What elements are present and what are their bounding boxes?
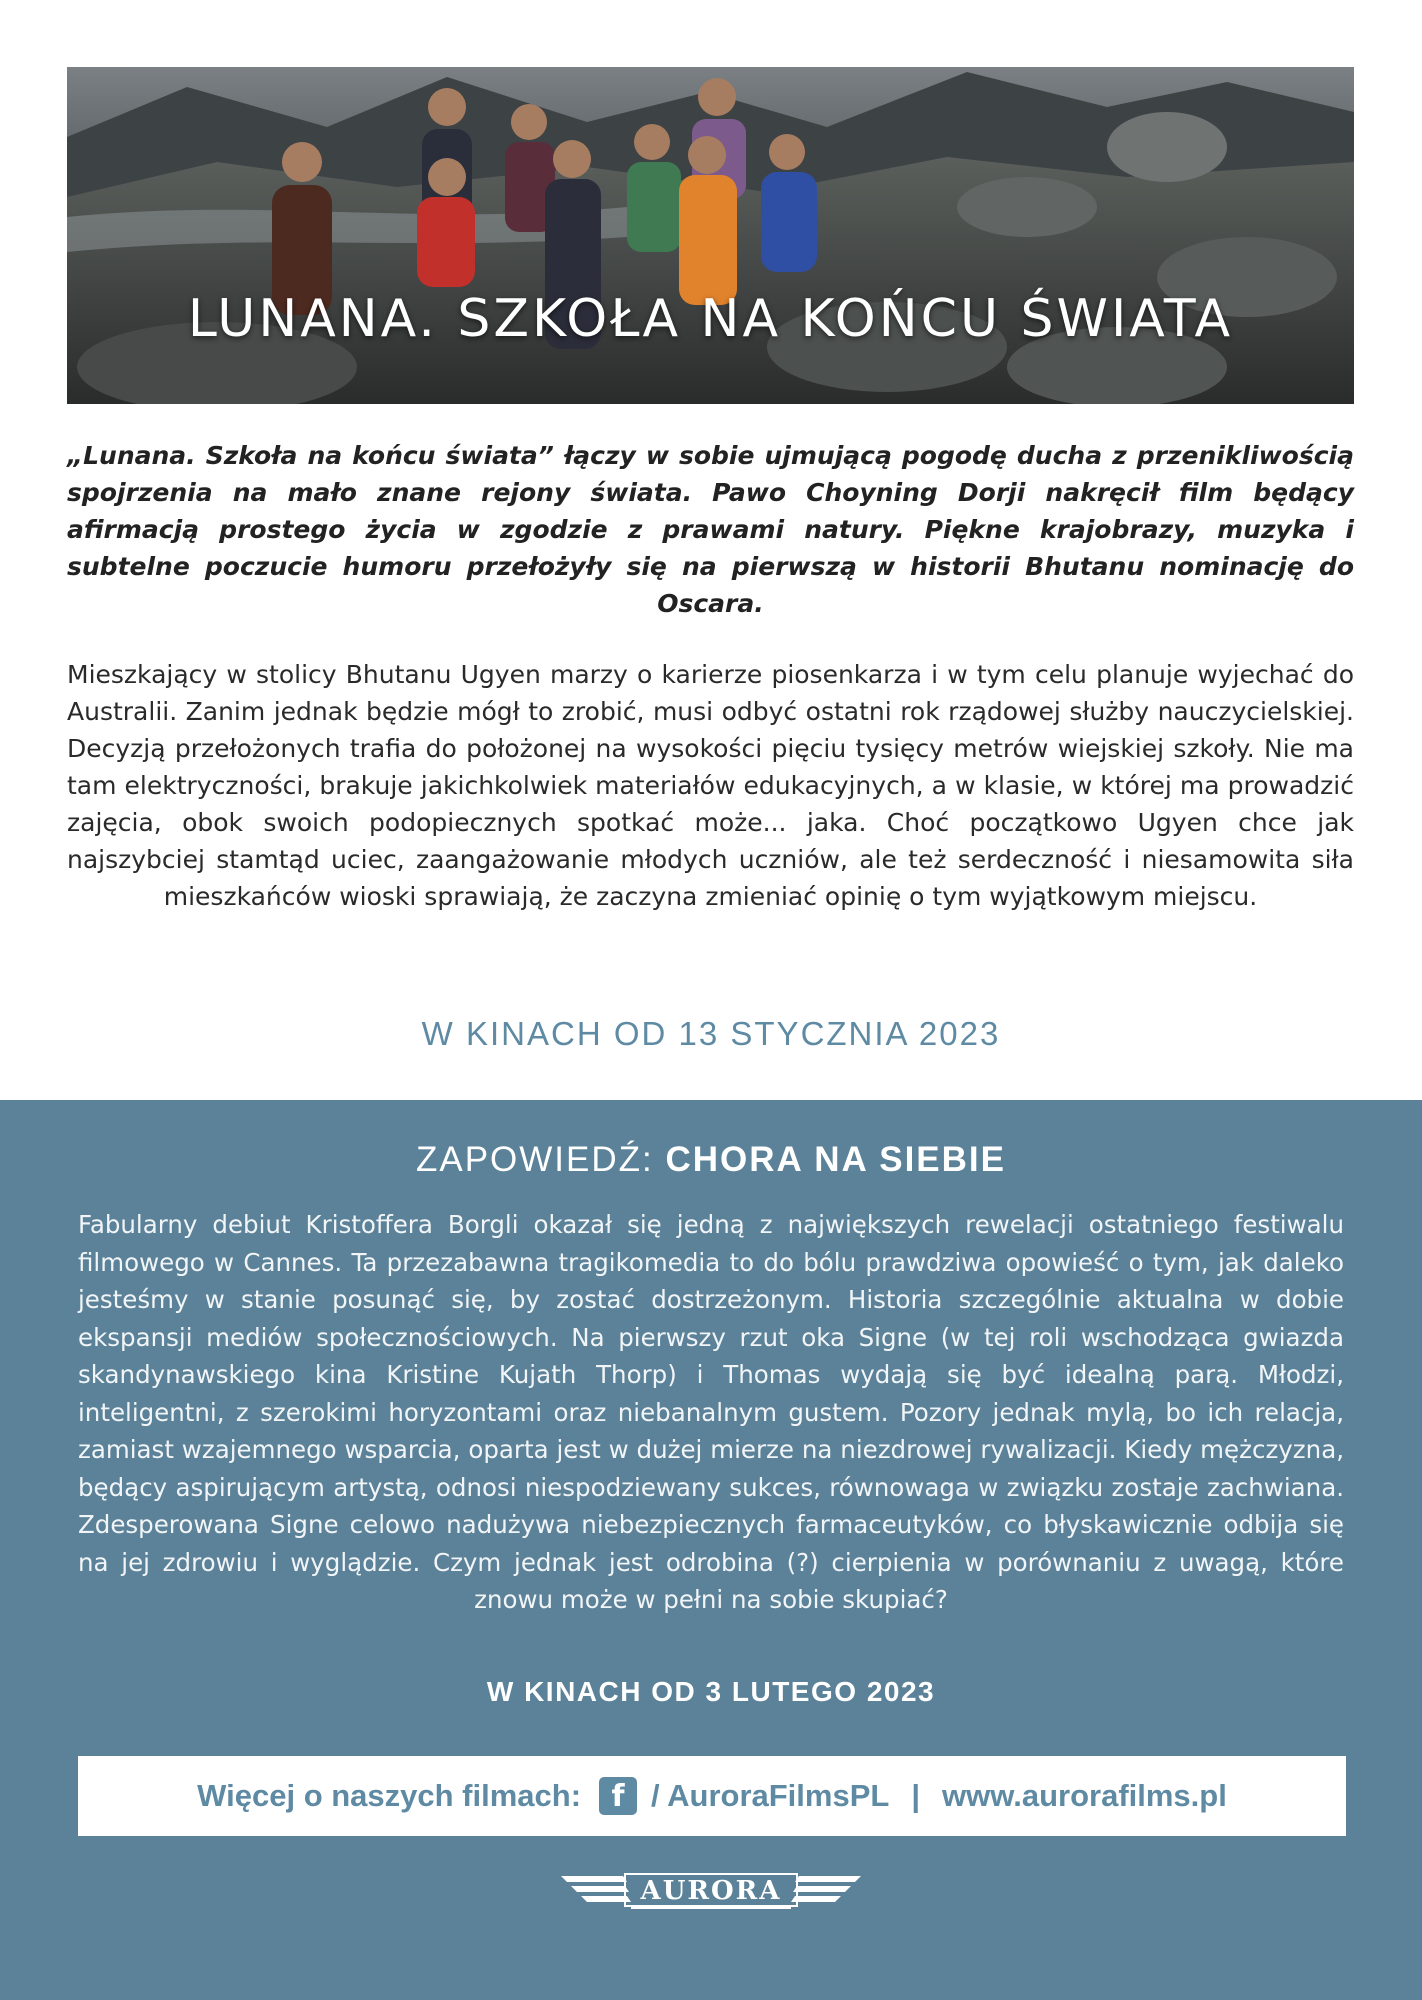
preview-release-date: W KINACH OD 3 LUTEGO 2023 bbox=[486, 1676, 936, 1707]
preview-paragraph: Fabularny debiut Kristoffera Borgli okazał się jedną z największych rewelacji ostatniego festiwalu filmowego w Cannes. Ta przezabawna tragikomedia to do bólu prawdziwa opowieść o tym, jak daleko jesteśmy w stanie posunąć się, by zostać dostrzeżonym. Historia szczególnie aktualna w dobie ekspansji mediów społecznościowych. Na pierwszy rzut oka Signe (w tej roli wschodząca gwiazda skandynawskiego kina Kristine Kujath Thorp) i Thomas wydają się być idealną parą. Młodzi, inteligentni, z szerokimi horyzontami oraz niebanalnym gustem. Pozory jednak mylą, bo ich relacja, zamiast wzajemnego wsparcia, oparta jest w dużej mierze na niezdrowej rywalizacji. Kiedy mężczyzna, będący aspirującym artystą, odnosi niespodziewany sukces, równowaga w związku zostaje zachwiana. Zdesperowana Signe celowo nadużywa niebezpiecznych farmaceutyków, co błyskawicznie odbija się na jej zdrowiu i wyglądzie. Czym jednak jest odrobina (?) cierpienia w porównaniu z uwagą, które znowu może w pełni na sobie skupiać? bbox=[78, 1210, 1344, 1614]
hero-banner bbox=[67, 67, 1354, 404]
hero-title: LUNANA. SZKOŁA NA KOŃCU ŚWIATA bbox=[187, 289, 1234, 349]
aurora-logo bbox=[561, 1870, 861, 1914]
children-mountain-photo bbox=[67, 67, 1354, 404]
lead-paragraph: „Lunana. Szkoła na końcu świata” łączy w sobie ujmującą pogodę ducha z przenikliwością spojrzenia na mało znane rejony świata. Pawo Choyning Dorji nakręcił film będący afirmacją prostego życia w zgodzie z prawami natury. Piękne krajobrazy, muzyka i subtelne poczucie humoru przełożyły się na pierwszą w historii Bhutanu nominację do Oscara. bbox=[67, 441, 1354, 618]
contact-box bbox=[78, 1756, 1346, 1836]
contact-lead: Więcej o naszych filmach: bbox=[197, 1778, 582, 1813]
logo-text: AURORA bbox=[640, 1876, 782, 1906]
preview-heading bbox=[0, 1140, 1422, 1180]
preview-film-title: CHORA NA SIEBIE bbox=[665, 1140, 1006, 1179]
synopsis-paragraph: Mieszkający w stolicy Bhutanu Ugyen marzy o karierze piosenkarza i w tym celu planuje wyjechać do Australii. Zanim jednak będzie mógł to zrobić, musi odbyć ostatni rok rządowej służby nauczycielskiej. Decyzją przełożonych trafia do położonej na wysokości pięciu tysięcy metrów wiejskiej szkoły. Nie ma tam elektryczności, brakuje jakichkolwiek materiałów edukacyjnych, a w klasie, w której ma prowadzić zajęcia, obok swoich podopiecznych spotkać może... jaka. Choć początkowo Ugyen chce jak najszybciej stamtąd uciec, zaangażowanie młodych uczniów, ale też serdeczność i niesamowita siła mieszkańców wioski sprawiają, że zaczyna zmieniać opinię o tym wyjątkowym miejscu. bbox=[67, 660, 1354, 911]
preview-label: ZAPOWIEDŹ: bbox=[415, 1140, 654, 1179]
release-date: W KINACH OD 13 STYCZNIA 2023 bbox=[421, 1015, 1001, 1052]
preview-section bbox=[0, 1100, 1422, 2000]
contact-separator: | bbox=[911, 1778, 921, 1813]
website-link[interactable]: www.aurorafilms.pl bbox=[942, 1778, 1227, 1813]
facebook-handle-link[interactable]: / AuroraFilmsPL bbox=[651, 1778, 890, 1813]
facebook-icon[interactable]: f bbox=[599, 1777, 637, 1815]
